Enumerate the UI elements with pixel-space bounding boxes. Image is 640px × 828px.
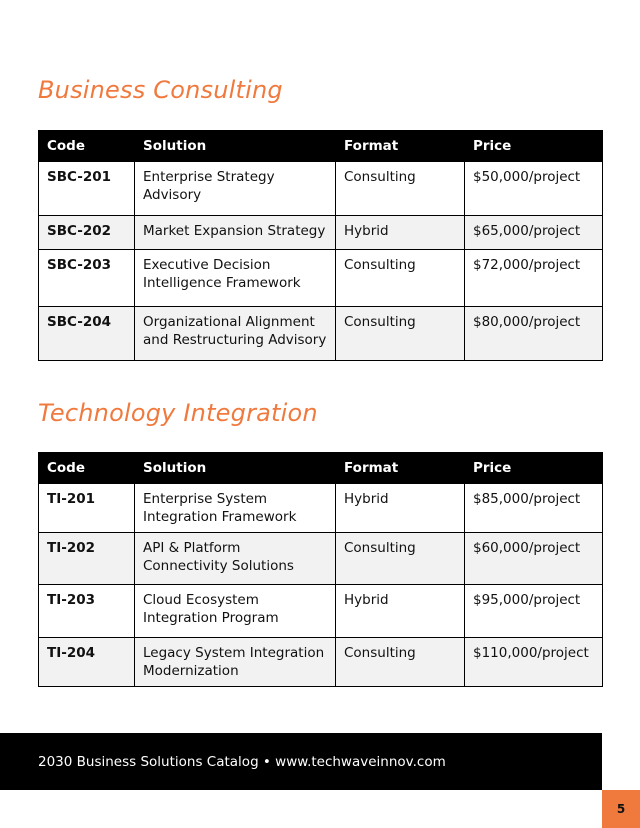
table-row (39, 216, 603, 250)
column-header-code: Code (39, 131, 135, 162)
row-price: $85,000/project (465, 484, 603, 533)
table-header-row (39, 131, 603, 162)
row-code: SBC-203 (39, 250, 135, 307)
column-header-price: Price (465, 131, 603, 162)
row-code: TI-204 (39, 638, 135, 687)
table-row (39, 533, 603, 585)
row-format: Consulting (336, 533, 465, 585)
column-header-format: Format (336, 453, 465, 484)
column-header-format: Format (336, 131, 465, 162)
row-price: $72,000/project (465, 250, 603, 307)
section-title-business-consulting: Business Consulting (38, 76, 283, 104)
column-header-solution: Solution (135, 131, 336, 162)
row-solution: Cloud Ecosystem Integration Program (135, 585, 336, 638)
row-code: SBC-204 (39, 307, 135, 361)
footer-text: 2030 Business Solutions Catalog • www.techwaveinnov.com (38, 753, 446, 770)
table-row (39, 585, 603, 638)
business-consulting-table (38, 130, 603, 361)
table-header-row (39, 453, 603, 484)
table-row (39, 638, 603, 687)
row-format: Consulting (336, 162, 465, 216)
row-format: Hybrid (336, 585, 465, 638)
page-number-badge (602, 790, 640, 828)
row-price: $110,000/project (465, 638, 603, 687)
row-code: SBC-201 (39, 162, 135, 216)
row-format: Hybrid (336, 216, 465, 250)
row-code: TI-201 (39, 484, 135, 533)
row-solution: Organizational Alignment and Restructuring Advisory (135, 307, 336, 361)
column-header-price: Price (465, 453, 603, 484)
table-row (39, 307, 603, 361)
row-solution: Enterprise Strategy Advisory (135, 162, 336, 216)
row-solution: Legacy System Integration Modernization (135, 638, 336, 687)
row-price: $80,000/project (465, 307, 603, 361)
row-format: Consulting (336, 307, 465, 361)
row-price: $50,000/project (465, 162, 603, 216)
row-solution: API & Platform Connectivity Solutions (135, 533, 336, 585)
row-solution: Market Expansion Strategy (135, 216, 336, 250)
footer-bar (0, 733, 602, 790)
table-row (39, 250, 603, 307)
row-format: Consulting (336, 638, 465, 687)
table-row (39, 162, 603, 216)
table-row (39, 484, 603, 533)
row-code: SBC-202 (39, 216, 135, 250)
row-code: TI-203 (39, 585, 135, 638)
page-number: 5 (616, 802, 626, 816)
section-title-technology-integration: Technology Integration (38, 399, 318, 427)
row-solution: Enterprise System Integration Framework (135, 484, 336, 533)
column-header-solution: Solution (135, 453, 336, 484)
row-price: $65,000/project (465, 216, 603, 250)
technology-integration-table (38, 452, 603, 687)
column-header-code: Code (39, 453, 135, 484)
row-price: $60,000/project (465, 533, 603, 585)
row-format: Hybrid (336, 484, 465, 533)
row-price: $95,000/project (465, 585, 603, 638)
row-code: TI-202 (39, 533, 135, 585)
row-solution: Executive Decision Intelligence Framework (135, 250, 336, 307)
row-format: Consulting (336, 250, 465, 307)
